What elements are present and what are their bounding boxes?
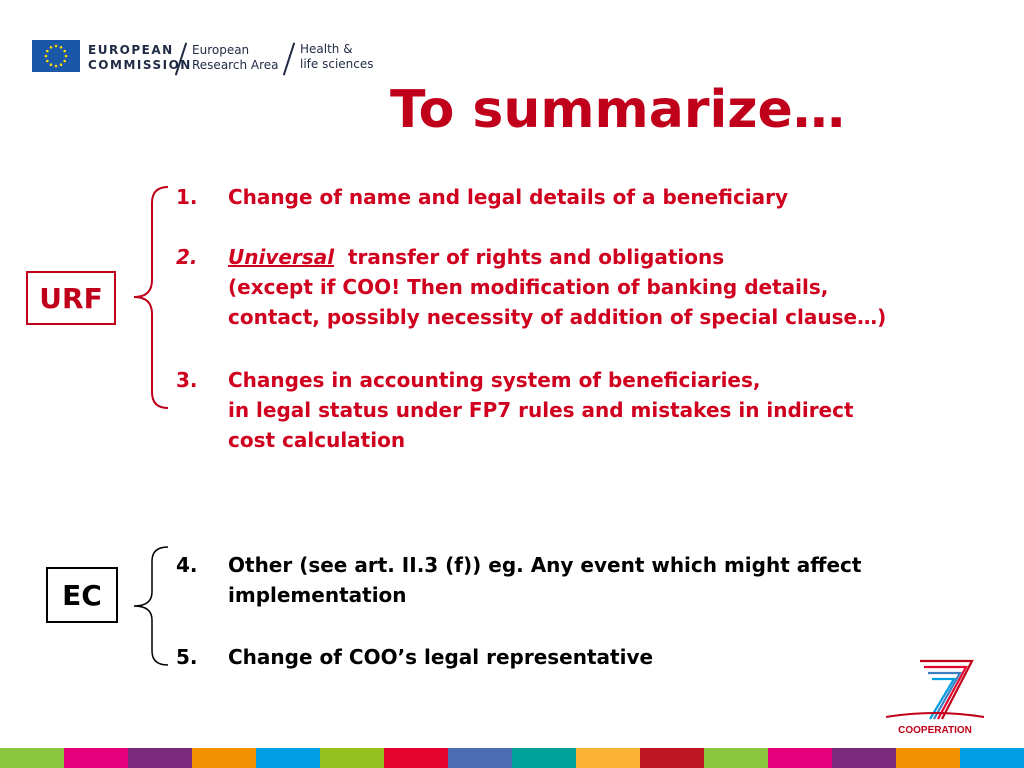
eu-flag-icon bbox=[32, 40, 80, 72]
list-item-4-line2: implementation bbox=[228, 583, 407, 607]
list-item-2-line2: (except if COO! Then modification of banking details, bbox=[228, 275, 829, 299]
list-item-2-line3: contact, possibly necessity of addition of special clause…) bbox=[228, 305, 887, 329]
list-item-3-text: Changes in accounting system of beneficiaries, bbox=[228, 368, 761, 392]
footer-color-segment bbox=[832, 748, 896, 768]
urf-brace bbox=[128, 185, 172, 410]
list-item-2-text: Universal transfer of rights and obligations bbox=[228, 245, 725, 269]
era-logo-text: European Research Area bbox=[192, 43, 279, 72]
cooperation-label: COOPERATION bbox=[898, 725, 972, 736]
ec-brace bbox=[128, 545, 172, 667]
universal-emphasis: Universal bbox=[228, 245, 335, 269]
footer-color-segment bbox=[384, 748, 448, 768]
footer-color-segment bbox=[704, 748, 768, 768]
list-item-5-text: Change of COO’s legal representative bbox=[228, 645, 654, 669]
health-life-sciences-logo-text: Health & life sciences bbox=[300, 42, 374, 71]
slide-title: To summarize… bbox=[390, 80, 845, 140]
footer-color-segment bbox=[896, 748, 960, 768]
footer-color-segment bbox=[576, 748, 640, 768]
footer-color-segment bbox=[512, 748, 576, 768]
divider-slash bbox=[283, 43, 295, 76]
footer-color-segment bbox=[128, 748, 192, 768]
list-item-3-line3: cost calculation bbox=[228, 428, 406, 452]
footer-color-segment bbox=[960, 748, 1024, 768]
footer-color-segment bbox=[320, 748, 384, 768]
list-item-1-text: Change of name and legal details of a beneficiary bbox=[228, 185, 789, 209]
urf-label-box: URF bbox=[26, 271, 116, 325]
fp7-cooperation-logo bbox=[880, 655, 990, 739]
european-commission-logo-text: EUROPEAN COMMISSION bbox=[88, 43, 192, 72]
footer-color-segment bbox=[448, 748, 512, 768]
footer-color-segment bbox=[192, 748, 256, 768]
footer-color-segment bbox=[64, 748, 128, 768]
footer-color-segment bbox=[256, 748, 320, 768]
ec-label-box: EC bbox=[46, 567, 118, 623]
list-item-4-text: Other (see art. II.3 (f)) eg. Any event which might affect bbox=[228, 553, 862, 577]
footer-color-bar bbox=[0, 748, 1024, 768]
footer-color-segment bbox=[0, 748, 64, 768]
footer-color-segment bbox=[768, 748, 832, 768]
list-item-3-line2: in legal status under FP7 rules and mistakes in indirect bbox=[228, 398, 854, 422]
footer-color-segment bbox=[640, 748, 704, 768]
